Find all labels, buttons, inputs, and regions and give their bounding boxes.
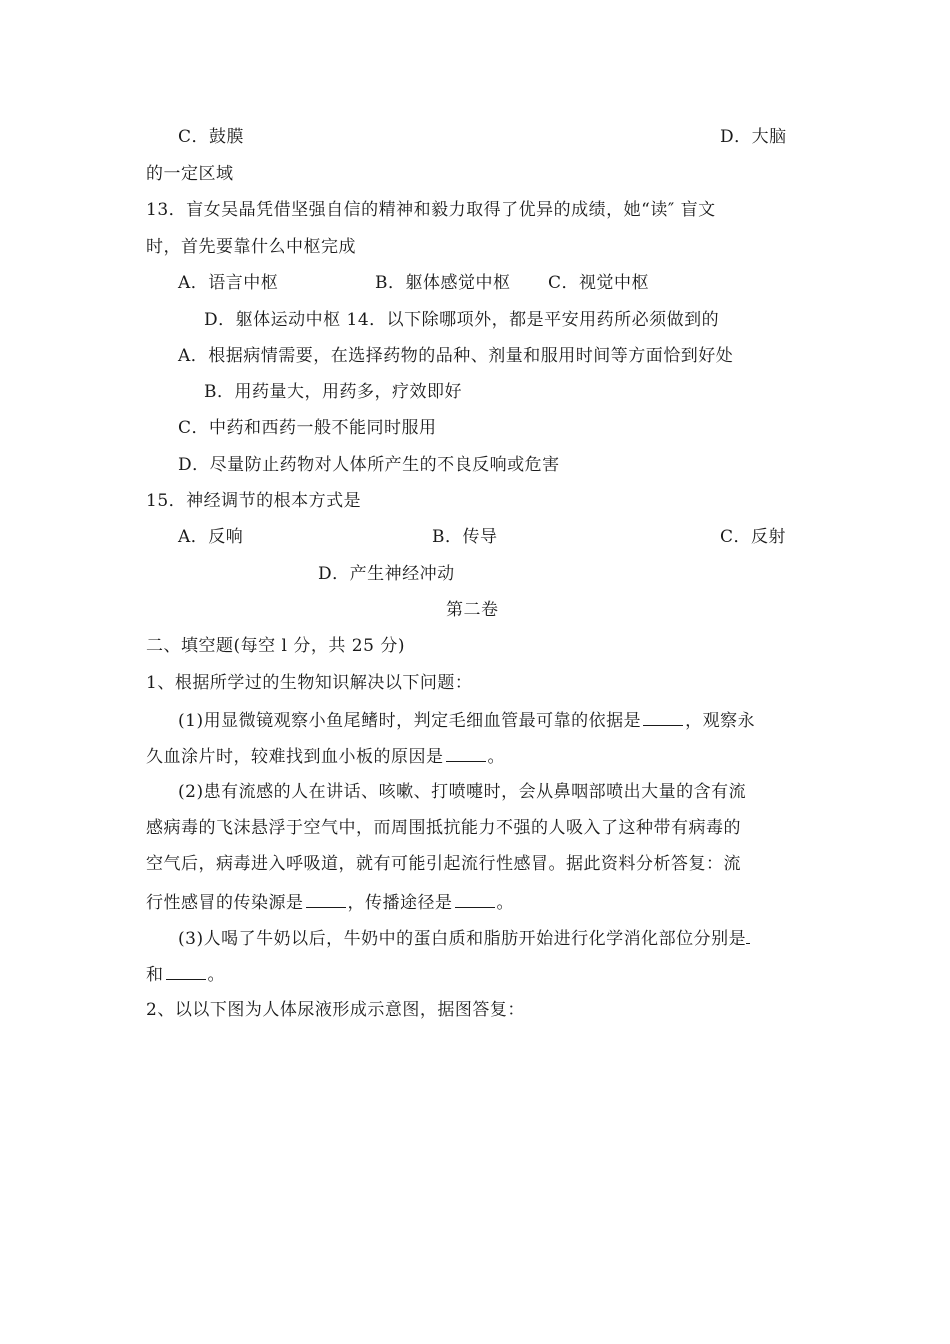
q15-option-d: D．产生神经冲动 — [318, 564, 455, 584]
fill1-part1-text-d: 。 — [487, 747, 505, 767]
answer-blank[interactable] — [455, 889, 495, 908]
q15-option-c: C．反射 — [720, 527, 787, 547]
fill1-part1-line1 — [178, 707, 755, 733]
fill1-part1-text-c: 久血涂片时，较难找到血小板的原因是 — [146, 747, 444, 767]
answer-blank[interactable] — [643, 707, 683, 726]
part2-title: 第二卷 — [446, 600, 499, 620]
q13-option-c: C．视觉中枢 — [548, 273, 650, 293]
q12-option-d: D．大脑 — [720, 127, 787, 147]
fill1-stem: 1、根据所学过的生物知识解决以下问题： — [146, 673, 473, 693]
fill1-part2-line3: 空气后，病毒进入呼吸道，就有可能引起流行性感冒。据此资料分析答复：流 — [146, 854, 741, 874]
q13-option-b: B．躯体感觉中枢 — [375, 273, 511, 293]
q13-option-d-and-q14-stem: D．躯体运动中枢 14．以下除哪项外，都是平安用药所必须做到的 — [204, 310, 720, 330]
fill1-part3-line2 — [146, 961, 225, 987]
fill1-part1-text-a: (1)用显微镜观察小鱼尾鳍时，判定毛细血管最可靠的依据是 — [178, 711, 642, 731]
q15-option-b: B．传导 — [432, 527, 498, 547]
q13-stem-line2: 时，首先要靠什么中枢完成 — [146, 237, 356, 257]
fill1-part2-line4 — [146, 889, 514, 915]
answer-blank[interactable] — [746, 925, 750, 944]
answer-blank[interactable] — [166, 961, 206, 980]
q15-stem: 15．神经调节的根本方式是 — [146, 491, 362, 511]
fill2-stem: 2、以以下图为人体尿液形成示意图，据图答复： — [146, 1000, 525, 1020]
fill1-part3-text-b: 和 — [146, 965, 164, 985]
fill1-part3-line1 — [178, 925, 750, 951]
q12-option-d-continued: 的一定区域 — [146, 164, 234, 184]
answer-blank[interactable] — [446, 743, 486, 762]
fill1-part2-line2: 感病毒的飞沫悬浮于空气中，而周围抵抗能力不强的人吸入了这种带有病毒的 — [146, 818, 741, 838]
fill1-part2-text-c: 。 — [496, 893, 514, 913]
q14-option-c: C．中药和西药一般不能同时服用 — [178, 418, 437, 438]
fill1-part3-text-c: 。 — [207, 965, 225, 985]
q15-option-a: A．反响 — [178, 527, 244, 547]
fill1-part2-line1: (2)患有流感的人在讲话、咳嗽、打喷嚏时，会从鼻咽部喷出大量的含有流 — [178, 782, 747, 802]
q13-stem-line1: 13．盲女吴晶凭借坚强自信的精神和毅力取得了优异的成绩，她“读″ 盲文 — [146, 200, 716, 220]
q12-option-c: C．鼓膜 — [178, 127, 245, 147]
q14-option-a: A．根据病情需要，在选择药物的品种、剂量和服用时间等方面恰到好处 — [178, 346, 734, 366]
q14-option-b: B．用药量大，用药多，疗效即好 — [204, 382, 462, 402]
fill1-part3-text-a: (3)人喝了牛奶以后，牛奶中的蛋白质和脂肪开始进行化学消化部位分别是 — [178, 929, 747, 949]
q13-option-a: A．语言中枢 — [178, 273, 279, 293]
section-fill-blank-heading: 二、填空题(每空 l 分，共 25 分) — [146, 636, 405, 656]
fill1-part2-text-b: ，传播途径是 — [347, 893, 453, 913]
q14-option-d: D．尽量防止药物对人体所产生的不良反响或危害 — [178, 455, 560, 475]
fill1-part1-line2 — [146, 743, 505, 769]
fill1-part2-text-a: 行性感冒的传染源是 — [146, 893, 304, 913]
answer-blank[interactable] — [306, 889, 346, 908]
fill1-part1-text-b: ，观察永 — [685, 711, 756, 731]
